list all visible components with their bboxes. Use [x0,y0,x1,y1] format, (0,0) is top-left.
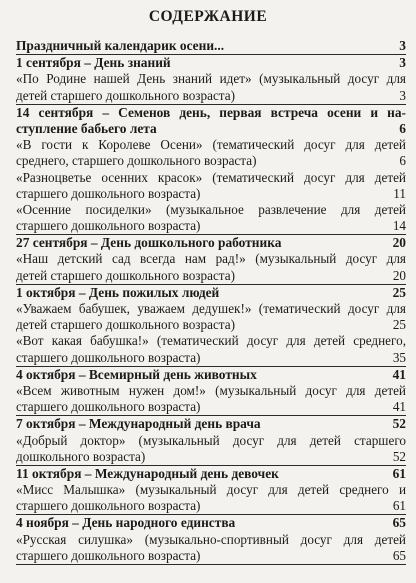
toc-section-title[interactable] [16,105,406,121]
toc-entry-text: старшего дошкольного возраста) [16,185,201,201]
toc-section-title[interactable] [16,285,406,301]
toc-entry[interactable] [16,268,406,284]
toc-entry[interactable] [16,532,406,548]
toc-entry-text: детей старшего дошкольного возраста) [16,87,235,103]
page-number: 14 [392,218,406,234]
toc-entry[interactable] [16,153,406,169]
toc-section-title-text: 1 октября – День пожилых людей [16,284,220,300]
page-number: 3 [399,55,406,71]
toc-entry[interactable] [16,449,406,465]
page-number: 35 [392,349,406,365]
toc-entry-text: дошкольного возраста) [16,448,146,464]
toc-entry-text: «Уважаем бабушек, уважаем дедушек!» (тематический досуг для [16,301,406,316]
page-number: 41 [392,366,406,382]
page-number: 6 [399,120,406,136]
toc-section-title[interactable] [16,235,406,251]
page-number: 61 [392,465,406,481]
toc-section-title-text: Праздничный календарик осени... [16,38,225,53]
page-number: 25 [392,317,406,333]
toc-section-title[interactable] [16,416,406,432]
toc-entry[interactable] [16,482,406,498]
toc-entry[interactable] [16,170,406,186]
toc-section [16,285,406,367]
page-number: 20 [392,267,406,283]
toc-entry-text: «Русская силушка» (музыкально-спортивный досуг для детей [16,531,406,547]
toc-section [16,55,406,105]
page-number: 6 [399,153,406,169]
page-number: 11 [393,185,406,201]
toc-section-title-text: 27 сентября – День дошкольного работника [16,235,282,251]
toc-section-title[interactable] [16,38,406,54]
toc-section-title-text: 11 октября – Международный день девочек [16,465,279,481]
page-number: 61 [392,498,406,514]
toc-entry-text: «Осенние посиделки» (музыкальное развлечение для детей [16,201,406,217]
toc-entry[interactable] [16,498,406,514]
toc-section-title-text: 7 октября – Международный день врача [16,416,261,432]
toc-entry[interactable] [16,88,406,104]
toc-entry-text: старшего дошкольного возраста) [16,547,201,563]
toc-entry[interactable] [16,137,406,153]
toc-entry[interactable] [16,202,406,218]
toc-section-title-text: 14 сентября – Семенов день, первая встреча осени и на- [16,104,406,120]
toc-section-title-text: 1 сентября – День знаний [16,55,171,71]
toc-entry-text: детей старшего дошкольного возраста) [16,267,235,283]
toc-entry[interactable] [16,548,406,564]
page-number: 65 [392,547,406,563]
toc-entry[interactable] [16,433,406,449]
toc-entry-text: «Всем животным нужен дом!» (музыкальный досуг для детей [16,382,406,398]
toc-entry-text: «Вот какая бабушка!» (тематический досуг для детей среднего, [16,333,406,349]
toc-section [16,105,406,236]
toc-section-title[interactable] [16,55,406,71]
toc-entry[interactable] [16,218,406,234]
toc-entry[interactable] [16,251,406,267]
toc-entry[interactable] [16,71,406,87]
toc-section [16,38,406,55]
table-of-contents [16,38,406,565]
toc-entry[interactable] [16,333,406,349]
toc-section-title[interactable] [16,466,406,482]
page-number: 52 [392,448,406,464]
toc-entry-text: старшего дошкольного возраста) [16,349,201,365]
toc-entry-text: детей старшего дошкольного возраста) [16,317,235,333]
page-number: 3 [399,87,406,103]
toc-section [16,416,406,466]
toc-section-title-text: 4 ноября – День народного единства [16,515,236,531]
toc-entry-text: старшего дошкольного возраста) [16,399,201,415]
page-number: 52 [392,416,406,432]
toc-section [16,235,406,285]
page-number: 25 [392,284,406,300]
toc-section-title[interactable] [16,121,406,137]
toc-section-title[interactable] [16,515,406,531]
toc-section-title[interactable] [16,367,406,383]
toc-entry-text: «Разноцветье осенних красок» (тематический досуг для детей [16,169,406,185]
toc-entry[interactable] [16,301,406,317]
page-number: 41 [392,399,406,415]
page-title: СОДЕРЖАНИЕ [148,8,268,25]
toc-entry[interactable] [16,383,406,399]
toc-entry-text: «Наш детский сад всегда нам рад!» (музыкальный досуг для [16,251,406,267]
toc-entry-text: «Мисс Малышка» (музыкальный досуг для детей среднего и [16,482,406,498]
toc-entry-text: «Добрый доктор» (музыкальный досуг для детей старшего [16,432,406,448]
toc-entry-text: старшего дошкольного возраста) [16,498,201,514]
page-number: 65 [392,515,406,531]
toc-entry[interactable] [16,399,406,415]
toc-entry-text: «По Родине нашей День знаний идет» (музыкальный досуг для [16,71,406,87]
toc-section-title-text: 4 октября – Всемирный день животных [16,366,257,382]
toc-section [16,367,406,417]
toc-section [16,515,406,565]
toc-section-title-text: ступление бабьего лета [16,120,157,136]
toc-entry[interactable] [16,350,406,366]
toc-entry[interactable] [16,186,406,202]
toc-entry[interactable] [16,317,406,333]
page-number: 3 [399,38,406,53]
toc-section [16,466,406,516]
toc-entry-text: «В гости к Королеве Осени» (тематический досуг для детей [16,137,406,153]
toc-entry-text: среднего, старшего дошкольного возраста) [16,153,257,169]
page-number: 20 [392,235,406,251]
toc-entry-text: старшего дошкольного возраста) [16,218,201,234]
